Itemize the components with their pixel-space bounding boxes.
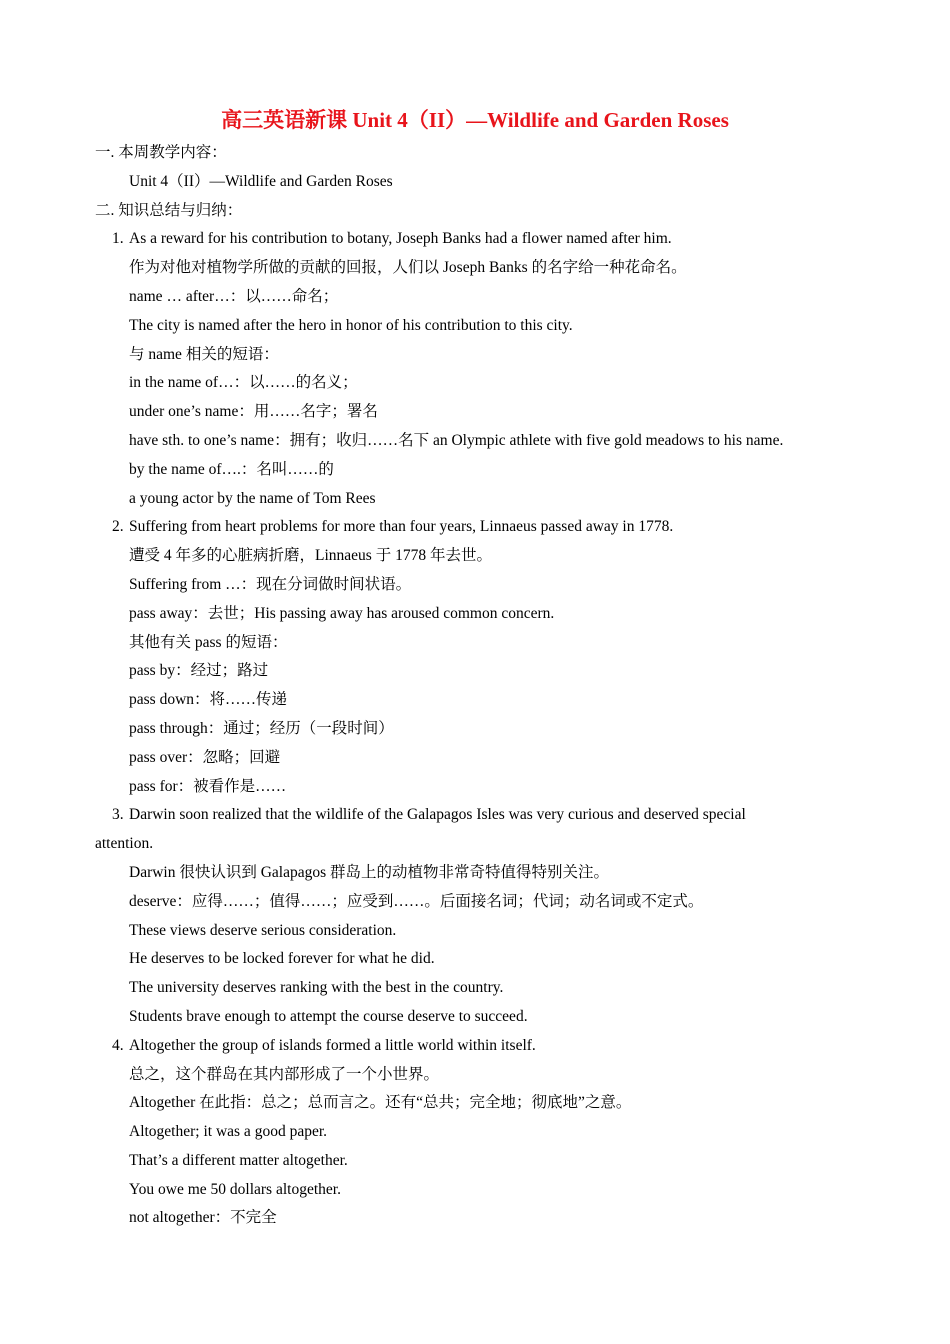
line-text: Suffering from …：现在分词做时间状语。 xyxy=(129,575,412,593)
point-number: 2. xyxy=(112,518,124,536)
line-text: 总之，这个群岛在其内部形成了一个小世界。 xyxy=(129,1065,440,1083)
line-text: You owe me 50 dollars altogether. xyxy=(129,1180,341,1198)
text-line xyxy=(95,254,875,283)
text-line xyxy=(95,168,875,197)
line-text: The university deserves ranking with the best in the country. xyxy=(129,979,504,997)
line-text: 遭受 4 年多的心脏病折磨，Linnaeus 于 1778 年去世。 xyxy=(129,547,492,565)
text-line xyxy=(95,1089,875,1118)
line-text: pass for：被看作是…… xyxy=(129,777,287,795)
line-text: 作为对他对植物学所做的贡献的回报，人们以 Joseph Banks 的名字给一种花命名。 xyxy=(129,259,687,277)
line-text: That’s a different matter altogether. xyxy=(129,1151,348,1169)
text-line xyxy=(95,283,875,312)
text-line xyxy=(95,398,875,427)
line-text: Unit 4（II）—Wildlife and Garden Roses xyxy=(129,172,393,190)
line-text: These views deserve serious consideration. xyxy=(129,921,397,939)
text-line xyxy=(95,571,875,600)
line-text: 其他有关 pass 的短语： xyxy=(129,633,288,651)
point-number: 4. xyxy=(112,1036,124,1054)
text-line xyxy=(95,773,875,802)
document-body xyxy=(95,139,875,1233)
document-title: 高三英语新课 Unit 4（II）—Wildlife and Garden Roses xyxy=(221,108,729,132)
text-line xyxy=(95,1204,875,1233)
text-line xyxy=(95,1061,875,1090)
text-line xyxy=(95,715,875,744)
line-text: 一. 本周教学内容： xyxy=(95,144,227,161)
text-line xyxy=(95,485,875,514)
text-line xyxy=(95,744,875,773)
text-line xyxy=(95,542,875,571)
text-line xyxy=(95,139,875,168)
text-line xyxy=(95,312,875,341)
text-line xyxy=(95,600,875,629)
line-text: Darwin soon realized that the wildlife of the Galapagos Isles was very curious and deserved special xyxy=(129,806,746,824)
line-text: Altogether the group of islands formed a little world within itself. xyxy=(129,1036,536,1054)
line-text: under one’s name：用……名字；署名 xyxy=(129,403,378,421)
text-line xyxy=(95,427,875,456)
numbered-point xyxy=(95,1032,875,1061)
text-line xyxy=(95,1147,875,1176)
line-text: Darwin 很快认识到 Galapagos 群岛上的动植物非常奇特值得特别关注。 xyxy=(129,863,610,881)
line-text: pass by：经过；路过 xyxy=(129,662,269,680)
line-text: by the name of….：名叫……的 xyxy=(129,460,334,478)
text-line xyxy=(95,945,875,974)
line-text: in the name of…：以……的名义； xyxy=(129,374,358,392)
line-text: Suffering from heart problems for more than four years, Linnaeus passed away in 1778. xyxy=(129,518,674,536)
text-line xyxy=(95,1176,875,1205)
point-number: 3. xyxy=(112,806,124,824)
numbered-point xyxy=(95,225,875,254)
text-line xyxy=(95,369,875,398)
line-text: He deserves to be locked forever for what he did. xyxy=(129,950,435,968)
text-line xyxy=(95,1118,875,1147)
line-text: Students brave enough to attempt the course deserve to succeed. xyxy=(129,1007,528,1025)
text-line xyxy=(95,341,875,370)
text-line xyxy=(95,974,875,1003)
numbered-point xyxy=(95,513,875,542)
line-text: a young actor by the name of Tom Rees xyxy=(129,489,376,507)
line-text: 与 name 相关的短语： xyxy=(129,345,279,363)
text-line xyxy=(95,629,875,658)
line-text: not altogether：不完全 xyxy=(129,1209,277,1227)
line-text: deserve：应得……；值得……；应受到……。后面接名词；代词；动名词或不定式。 xyxy=(129,892,704,910)
line-text: attention. xyxy=(95,835,154,853)
numbered-point xyxy=(95,801,875,830)
line-text: pass down：将……传递 xyxy=(129,691,288,709)
text-line xyxy=(95,197,875,226)
line-text: 二. 知识总结与归纳： xyxy=(95,201,243,219)
line-text: pass through：通过；经历（一段时间） xyxy=(129,719,394,737)
line-text: name … after…：以……命名； xyxy=(129,287,339,305)
line-text: Altogether 在此指：总之；总而言之。还有“总共；完全地；彻底地”之意。 xyxy=(129,1094,632,1112)
line-text: As a reward for his contribution to botany, Joseph Banks had a flower named after him. xyxy=(129,230,672,248)
text-line xyxy=(95,888,875,917)
line-text: pass away：去世；His passing away has aroused common concern. xyxy=(129,604,555,622)
line-text: pass over：忽略；回避 xyxy=(129,748,281,766)
point-number: 1. xyxy=(112,230,124,248)
text-line xyxy=(95,830,875,859)
text-line xyxy=(95,1003,875,1032)
line-text: The city is named after the hero in honor of his contribution to this city. xyxy=(129,316,573,334)
text-line xyxy=(95,917,875,946)
text-line xyxy=(95,456,875,485)
text-line xyxy=(95,686,875,715)
text-line xyxy=(95,859,875,888)
line-text: Altogether; it was a good paper. xyxy=(129,1123,328,1141)
line-text: have sth. to one’s name：拥有；收归……名下 an Olympic athlete with five gold meadows to his name. xyxy=(129,431,784,449)
text-line xyxy=(95,657,875,686)
